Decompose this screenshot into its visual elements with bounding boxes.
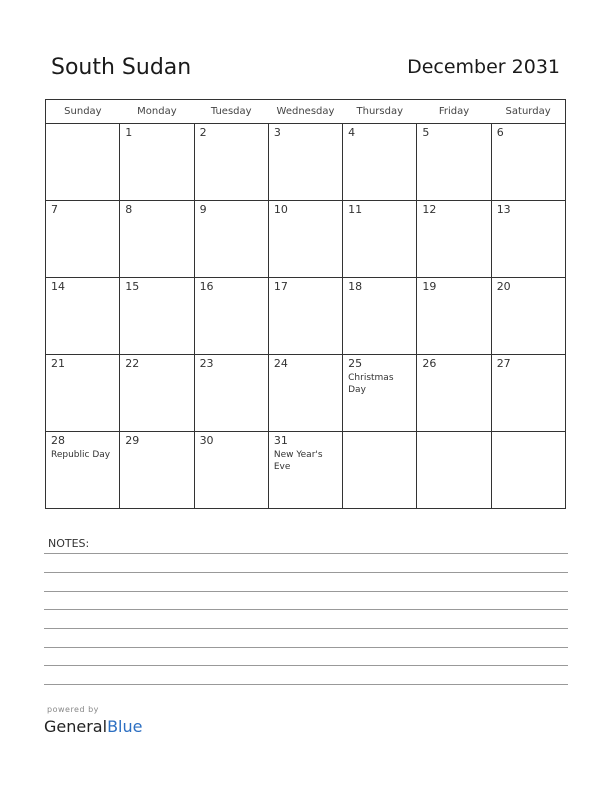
- day-number: 19: [422, 280, 437, 293]
- weekday-tuesday: Tuesday: [194, 100, 268, 124]
- weekday-thursday: Thursday: [343, 100, 417, 124]
- day-number: 5: [422, 126, 430, 139]
- day-cell[interactable]: [194, 278, 268, 355]
- powered-by-text: powered by: [47, 705, 99, 714]
- day-number: 4: [348, 126, 356, 139]
- day-number: 10: [273, 203, 288, 216]
- note-line: [44, 684, 568, 685]
- day-cell[interactable]: [417, 278, 491, 355]
- day-number: 30: [199, 434, 214, 447]
- day-cell[interactable]: [491, 201, 565, 278]
- day-cell[interactable]: [343, 278, 417, 355]
- day-cell[interactable]: [417, 432, 491, 509]
- day-number: 18: [348, 280, 363, 293]
- day-number: 20: [496, 280, 511, 293]
- day-number: 16: [199, 280, 214, 293]
- day-number: 22: [125, 357, 140, 370]
- day-number: 24: [273, 357, 288, 370]
- day-number: 28: [51, 434, 65, 447]
- holiday-label: Christmas Day: [348, 373, 394, 395]
- day-cell[interactable]: [268, 124, 342, 201]
- day-number: 29: [125, 434, 140, 447]
- weekday-wednesday: Wednesday: [268, 100, 342, 124]
- note-line: [44, 572, 568, 573]
- day-cell[interactable]: [46, 278, 120, 355]
- day-cell[interactable]: [343, 432, 417, 509]
- weekday-sunday: Sunday: [46, 100, 120, 124]
- day-cell[interactable]: [194, 355, 268, 432]
- day-cell[interactable]: [46, 355, 120, 432]
- week-row: [46, 278, 566, 355]
- day-number: 27: [496, 357, 511, 370]
- day-cell[interactable]: [194, 124, 268, 201]
- day-number: 9: [199, 203, 207, 216]
- day-cell[interactable]: [120, 201, 194, 278]
- note-line: [44, 665, 568, 666]
- week-row: [46, 201, 566, 278]
- day-cell[interactable]: [268, 355, 342, 432]
- day-number: 12: [422, 203, 437, 216]
- notes-label: NOTES:: [48, 537, 90, 550]
- day-number: 25: [348, 357, 363, 370]
- day-cell[interactable]: [343, 201, 417, 278]
- brand-blue: Blue: [107, 717, 143, 736]
- day-number: 3: [273, 126, 281, 139]
- weekday-saturday: Saturday: [491, 100, 565, 124]
- day-cell[interactable]: [268, 278, 342, 355]
- day-cell[interactable]: [120, 432, 194, 509]
- day-number: 23: [199, 357, 214, 370]
- generalblue-logo: [44, 717, 142, 736]
- day-number: 6: [496, 126, 504, 139]
- day-cell[interactable]: [491, 355, 565, 432]
- day-cell[interactable]: [417, 355, 491, 432]
- note-line: [44, 609, 568, 610]
- day-number: 14: [51, 280, 65, 293]
- day-cell[interactable]: [46, 432, 120, 509]
- week-row: [46, 432, 566, 509]
- day-cell[interactable]: [46, 201, 120, 278]
- day-cell[interactable]: [268, 432, 342, 509]
- day-cell[interactable]: [343, 355, 417, 432]
- day-number: 21: [51, 357, 65, 370]
- note-line: [44, 553, 568, 554]
- country-title: South Sudan: [51, 55, 192, 80]
- day-cell[interactable]: [194, 201, 268, 278]
- day-number: 26: [422, 357, 437, 370]
- day-cell[interactable]: [46, 124, 120, 201]
- day-cell[interactable]: [417, 201, 491, 278]
- day-cell[interactable]: [120, 278, 194, 355]
- holiday-label: New Year's Eve: [273, 450, 323, 472]
- day-number: 1: [125, 126, 133, 139]
- day-cell[interactable]: [268, 201, 342, 278]
- day-number: 2: [199, 126, 207, 139]
- note-line: [44, 647, 568, 648]
- day-cell[interactable]: [120, 124, 194, 201]
- day-number: 15: [125, 280, 140, 293]
- weekday-friday: Friday: [417, 100, 491, 124]
- day-number: 7: [51, 203, 58, 216]
- day-cell[interactable]: [120, 355, 194, 432]
- day-number: 17: [273, 280, 288, 293]
- day-number: 8: [125, 203, 133, 216]
- note-line: [44, 628, 568, 629]
- calendar-body: [46, 124, 566, 509]
- day-cell[interactable]: [417, 124, 491, 201]
- day-cell[interactable]: [491, 278, 565, 355]
- day-number: 31: [273, 434, 288, 447]
- week-row: [46, 355, 566, 432]
- weekday-monday: Monday: [120, 100, 194, 124]
- day-number: 11: [348, 203, 363, 216]
- day-cell[interactable]: [491, 124, 565, 201]
- calendar-grid: [45, 99, 566, 509]
- week-row: [46, 124, 566, 201]
- brand-general: General: [44, 717, 108, 736]
- day-number: 13: [496, 203, 511, 216]
- weekday-header-row: [46, 100, 566, 124]
- day-cell[interactable]: [491, 432, 565, 509]
- month-year-title: December 2031: [407, 56, 560, 78]
- note-line: [44, 591, 568, 592]
- holiday-label: Republic Day: [51, 450, 111, 460]
- day-cell[interactable]: [194, 432, 268, 509]
- day-cell[interactable]: [343, 124, 417, 201]
